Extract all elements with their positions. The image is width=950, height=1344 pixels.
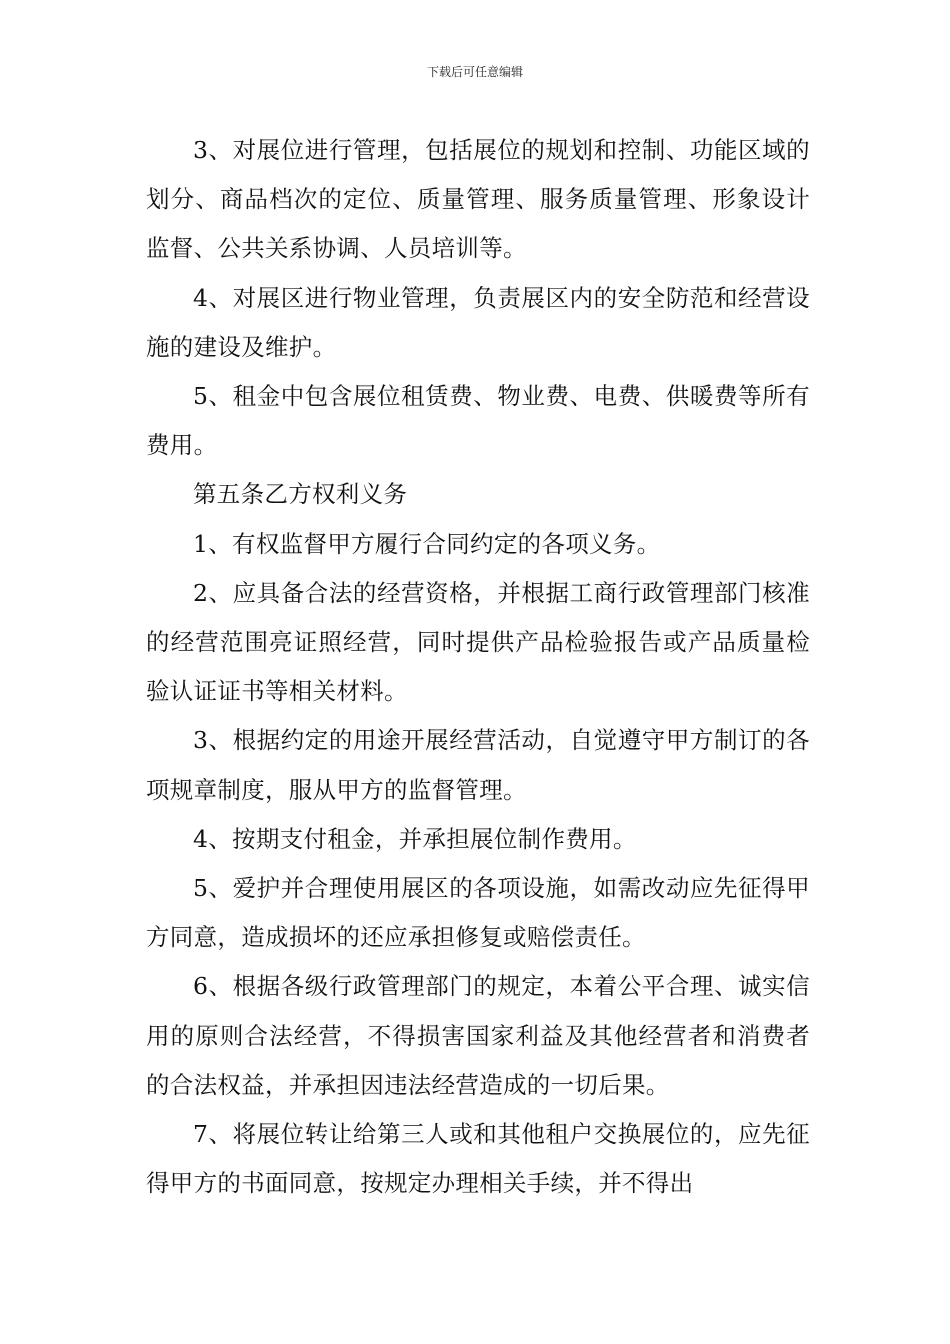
paragraph-party-b-item-3: 3、根据约定的用途开展经营活动，自觉遵守甲方制订的各项规章制度，服从甲方的监督管理。	[146, 726, 810, 804]
paragraph-clause-4-property-management: 4、对展区进行物业管理，负责展区内的安全防范和经营设施的建设及维护。	[146, 283, 810, 361]
paragraph-party-b-item-5: 5、爱护并合理使用展区的各项设施，如需改动应先征得甲方同意，造成损坏的还应承担修复或赔偿责任。	[146, 874, 810, 952]
paragraph-clause-3-booth-management: 3、对展位进行管理，包括展位的规划和控制、功能区域的划分、商品档次的定位、质量管理、服务质量管理、形象设计监督、公共关系协调、人员培训等。	[146, 136, 810, 263]
document-body	[146, 126, 810, 1208]
section-heading-article-5: 第五条乙方权利义务	[193, 480, 408, 509]
paragraph-party-b-item-6: 6、根据各级行政管理部门的规定，本着公平合理、诚实信用的原则合法经营，不得损害国家利益及其他经营者和消费者的合法权益，并承担因违法经营造成的一切后果。	[146, 972, 810, 1099]
paragraph-party-b-item-4: 4、按期支付租金，并承担展位制作费用。	[193, 824, 637, 853]
paragraph-party-b-item-7: 7、将展位转让给第三人或和其他租户交换展位的，应先征得甲方的书面同意，按规定办理相关手续，并不得出	[146, 1120, 810, 1198]
paragraph-party-b-item-2: 2、应具备合法的经营资格，并根据工商行政管理部门核准的经营范围亮证照经营，同时提供产品检验报告或产品质量检验认证证书等相关材料。	[146, 578, 810, 706]
paragraph-clause-5-rent-includes: 5、租金中包含展位租赁费、物业费、电费、供暖费等所有费用。	[146, 382, 810, 460]
paragraph-party-b-item-1: 1、有权监督甲方履行合同约定的各项义务。	[193, 529, 661, 558]
page-header: 下载后可任意编辑	[426, 65, 523, 79]
